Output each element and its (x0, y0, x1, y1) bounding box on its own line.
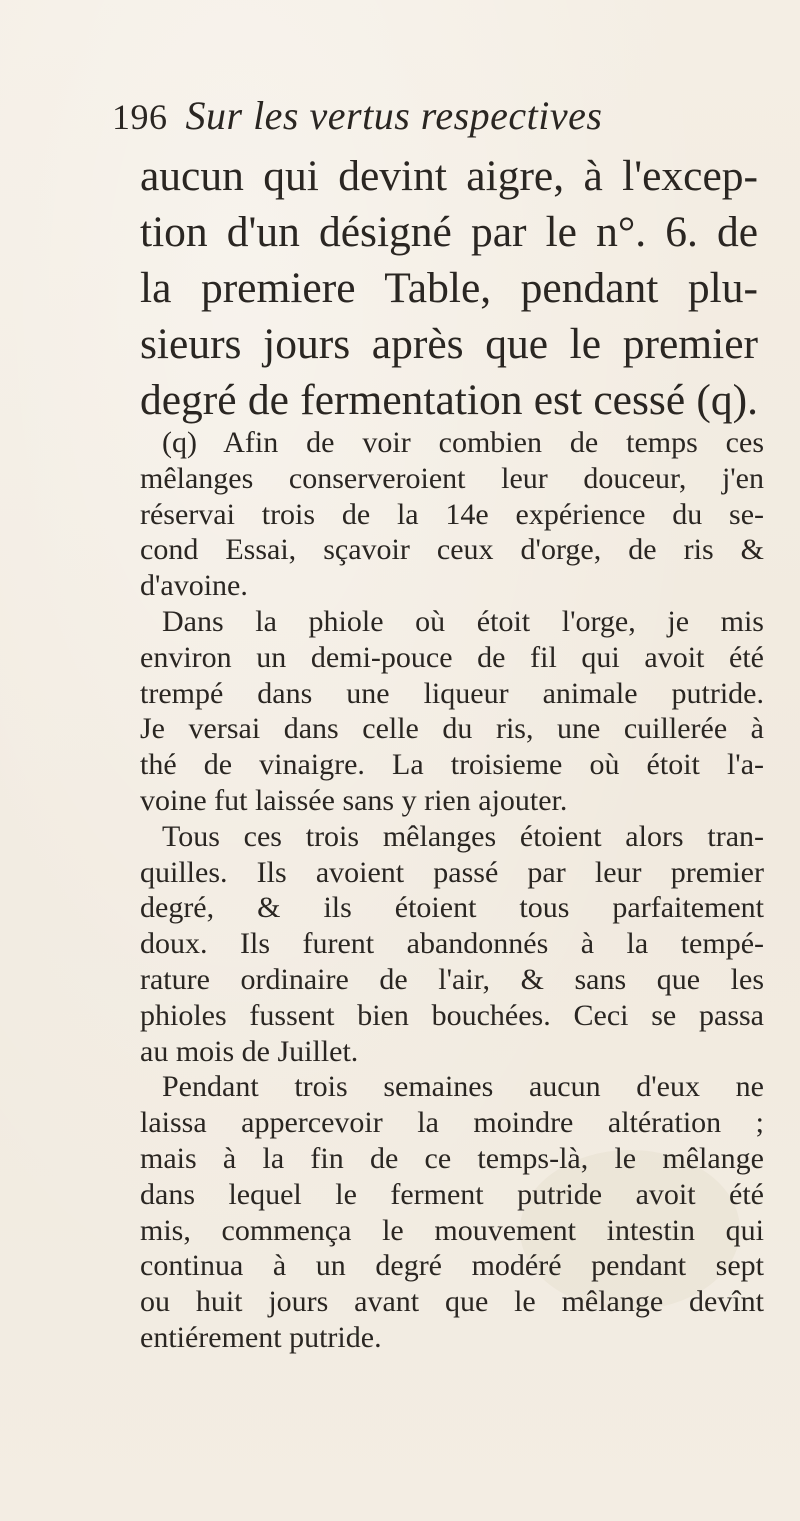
footnote-line: d'avoine. (140, 569, 248, 603)
footnote-line: continua à un degré modéré pendant sept (140, 1249, 764, 1283)
footnote-line: doux. Ils furent abandonnés à la tempé- (140, 927, 764, 961)
footnote-line: mêlanges conserveroient leur douceur, j'en (140, 461, 764, 495)
footnote-line: trempé dans une liqueur animale putride. (140, 676, 764, 710)
footnote-line: entiérement putride. (140, 1320, 382, 1354)
main-text-line: sieurs jours après que le premier (140, 320, 758, 368)
footnote-line: rature ordinaire de l'air, & sans que les (140, 962, 764, 996)
footnote-line: environ un demi-pouce de fil qui avoit été (140, 640, 764, 674)
footnote-line: (q) Afin de voir combien de temps ces (162, 426, 764, 459)
footnote-line: au mois de Juillet. (140, 1034, 359, 1068)
footnote-line: Pendant trois semaines aucun d'eux ne (162, 1070, 764, 1104)
main-text-block (140, 148, 758, 428)
footnote-line: Tous ces trois mêlanges étoient alors tran- (162, 819, 764, 853)
footnote-line: Je versai dans celle du ris, une cuillerée à (140, 712, 764, 746)
page-number: 196 (112, 97, 168, 137)
footnote-line: réservai trois de la 14e expérience du se- (140, 497, 764, 531)
footnote-line: mis, commença le mouvement intestin qui (140, 1213, 764, 1247)
footnote-line: ou huit jours avant que le mêlange devînt (140, 1285, 764, 1319)
footnote-line: phioles fussent bien bouchées. Ceci se passa (140, 998, 764, 1032)
main-text-line: la premiere Table, pendant plu- (140, 264, 758, 312)
footnote-line: thé de vinaigre. La troisieme où étoit l'a- (140, 748, 764, 782)
footnote-line: voine fut laissée sans y rien ajouter. (140, 783, 568, 817)
footnote-line: mais à la fin de ce temps-là, le mêlange (140, 1141, 764, 1175)
main-text-line: degré de fermentation est cessé (q). (140, 376, 758, 424)
footnote-line: cond Essai, sçavoir ceux d'orge, de ris & (140, 533, 764, 567)
footnote-paragraph (140, 819, 764, 1070)
footnote-line: degré, & ils étoient tous parfaitement (140, 891, 764, 925)
footnote-line: dans lequel le ferment putride avoit été (140, 1177, 764, 1211)
footnote-line: Dans la phiole où étoit l'orge, je mis (162, 604, 764, 638)
running-title: Sur les vertus respectives (185, 93, 603, 138)
running-header (112, 92, 602, 139)
footnote-paragraph (140, 1069, 764, 1355)
main-text-line: aucun qui devint aigre, à l'excep- (140, 152, 758, 200)
footnote-paragraph (140, 604, 764, 819)
footnote-line: quilles. Ils avoient passé par leur premier (140, 855, 764, 889)
footnote-block (140, 425, 764, 1356)
footnote-paragraph (140, 425, 764, 604)
footnote-line: laissa appercevoir la moindre altération ; (140, 1106, 764, 1140)
main-text-line: tion d'un désigné par le n°. 6. de (140, 208, 758, 256)
